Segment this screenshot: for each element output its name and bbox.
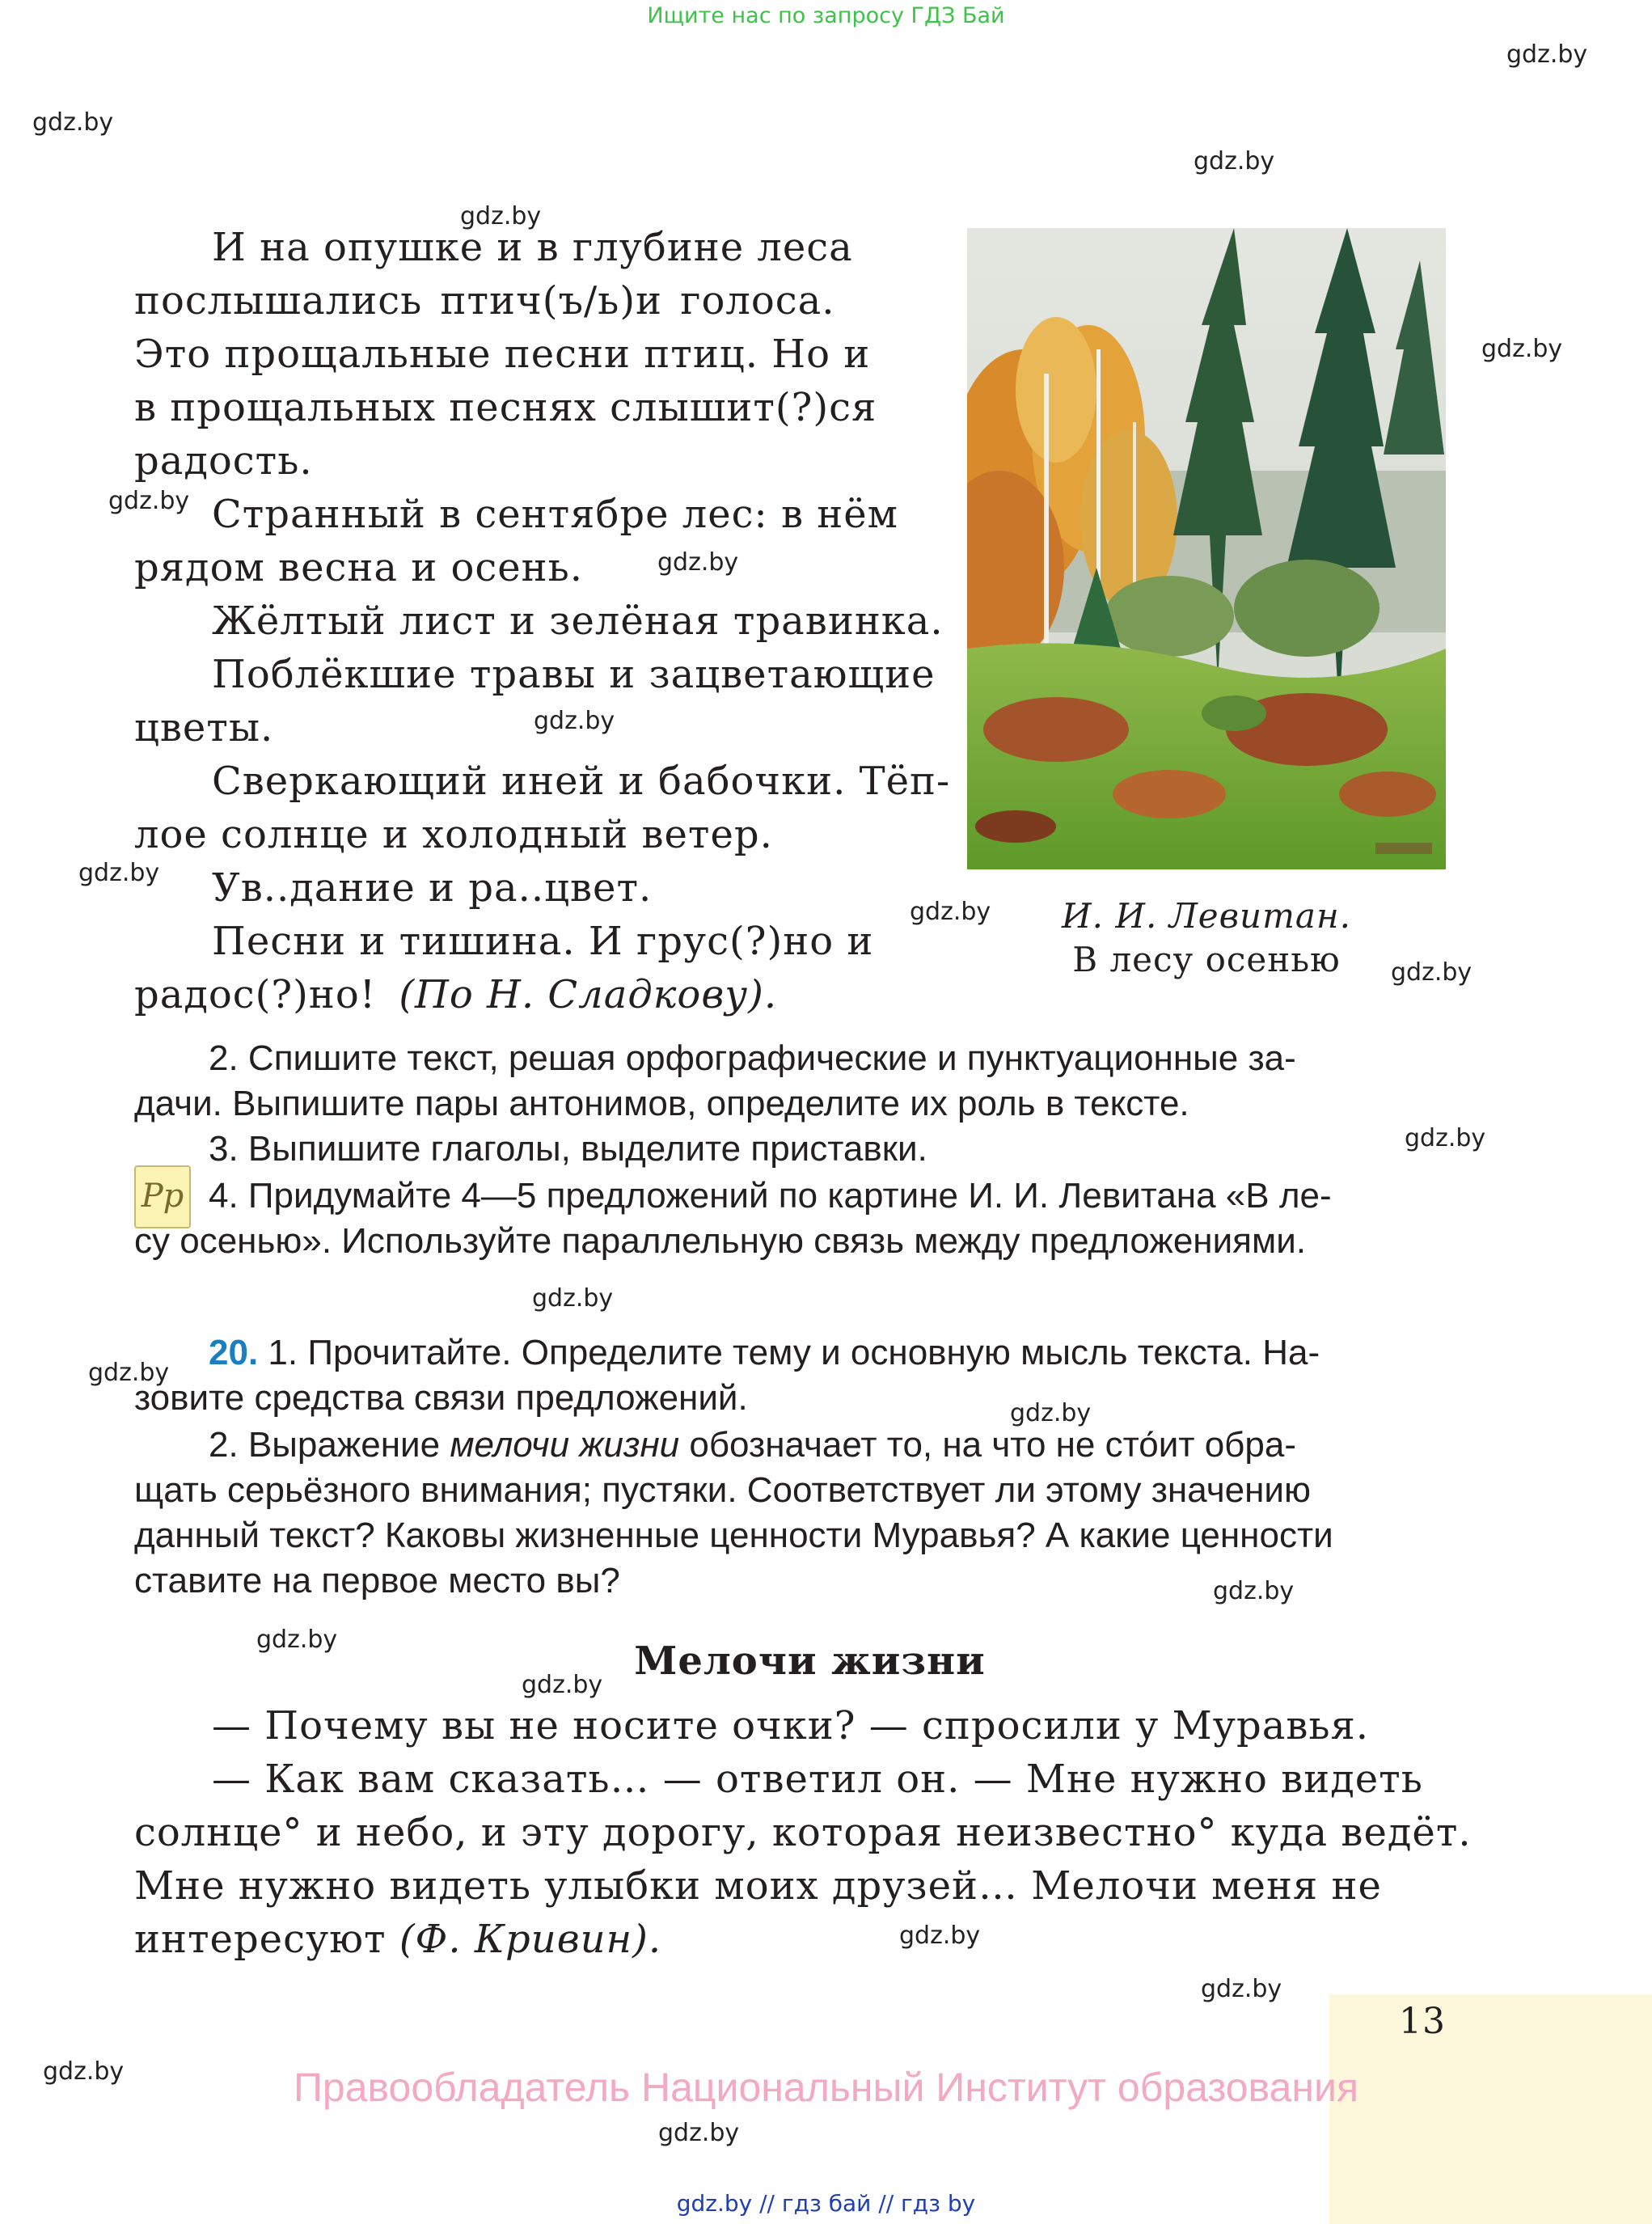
exercise-text: зовите средства связи предложений. [134, 1378, 748, 1418]
watermark: gdz.by [1201, 1975, 1282, 2003]
task-line: 4. Придумайте 4—5 предложений по картине И. И. Левитана «В ле- [209, 1176, 1332, 1216]
poem-line: Жёлтый лист и зелёная травинка. [212, 598, 944, 644]
page-number: 13 [1399, 2001, 1446, 2042]
exercise-text: щать серьёзного внимания; пустяки. Соответствует ли этому значению [134, 1470, 1311, 1510]
watermark: gdz.by [1506, 40, 1588, 69]
poem-line-last [134, 972, 777, 1017]
poem-line: рядом весна и осень. [134, 545, 584, 590]
painting-caption-title: В лесу осенью [1072, 940, 1341, 979]
story-line: — Почему вы не носите очки? — спросили у Муравья. [212, 1703, 1370, 1748]
watermark: gdz.by [1213, 1577, 1295, 1605]
poem-line: радос(?)но! [134, 972, 377, 1017]
watermark: gdz.by [32, 108, 114, 137]
watermark: gdz.by [460, 202, 542, 230]
poem-line: Поблёкшие травы и зацветающие [212, 652, 936, 697]
exercise-number: 20. [209, 1333, 259, 1372]
speech-development-icon: Рр [134, 1165, 191, 1228]
poem-line: цветы. [134, 705, 274, 750]
exercise-text: данный текст? Каковы жизненные ценности Муравья? А какие ценности [134, 1516, 1333, 1555]
story-line: солнце° и небо, и эту дорогу, которая неизвестно° куда ведёт. [134, 1810, 1472, 1855]
task-line: 3. Выпишите глаголы, выделите приставки. [209, 1129, 927, 1169]
watermark: gdz.by [78, 859, 160, 887]
watermark: gdz.by [43, 2057, 125, 2086]
poem-line: послышались птич(ъ/ь)и голоса. [134, 278, 835, 323]
watermark: gdz.by [1010, 1399, 1092, 1427]
story-line: интересуют [134, 1917, 399, 1962]
exercise-text: 1. Прочитайте. Определите тему и основную мысль текста. На- [268, 1333, 1320, 1372]
exercise-text: обозначает то, на что не сто́ит обра- [679, 1425, 1296, 1465]
exercise-text: ставите на первое место вы? [134, 1561, 620, 1600]
watermark: gdz.by [88, 1359, 170, 1387]
watermark: gdz.by [1405, 1124, 1486, 1152]
task-line: дачи. Выпишите пары антонимов, определите их роль в тексте. [134, 1084, 1189, 1123]
copyright-notice: Правообладатель Национальный Институт образования [293, 2065, 1359, 2110]
poem-line: Ув..дание и ра..цвет. [212, 865, 653, 911]
story-line: — Как вам сказать… — ответил он. — Мне нужно видеть [212, 1757, 1423, 1802]
watermark: gdz.by [108, 487, 190, 515]
poem-line: И на опушке и в глубине леса [212, 225, 853, 270]
task-line: су осенью». Используйте параллельную связь между предложениями. [134, 1221, 1307, 1261]
watermark: gdz.by [657, 548, 739, 577]
bottom-links[interactable]: gdz.by // гдз бай // гдз by [676, 2190, 976, 2217]
poem-line: Сверкающий иней и бабочки. Тёп- [212, 759, 951, 804]
watermark: gdz.by [658, 2119, 740, 2147]
painting-caption-author: И. И. Левитан. [1062, 896, 1351, 936]
poem-line: лое солнце и холодный ветер. [134, 812, 773, 857]
story-title-wrap [0, 1638, 1652, 1684]
top-banner[interactable]: Ищите нас по запросу ГДЗ Бай [647, 3, 1005, 28]
painting-levitan-forest [967, 228, 1446, 869]
watermark: gdz.by [534, 707, 615, 735]
poem-line: в прощальных песнях слышит(?)ся [134, 385, 877, 430]
exercise-20-line1 [209, 1333, 1320, 1373]
watermark: gdz.by [1391, 958, 1472, 987]
story-line: Мне нужно видеть улыбки моих друзей… Мелочи меня не [134, 1863, 1382, 1909]
watermark: gdz.by [532, 1284, 614, 1313]
watermark: gdz.by [910, 898, 991, 926]
watermark: gdz.by [522, 1671, 603, 1699]
story-line-last [134, 1917, 661, 1962]
story-attribution: (Ф. Кривин). [399, 1917, 662, 1962]
task-line: 2. Спишите текст, решая орфографические и пунктуационные за- [209, 1038, 1296, 1078]
story-title: Мелочи жизни [634, 1638, 986, 1684]
poem-line: Странный в сентябре лес: в нём [212, 492, 898, 537]
watermark: gdz.by [256, 1626, 338, 1654]
exercise-20-line3 [209, 1425, 1296, 1465]
poem-line: радость. [134, 438, 313, 484]
exercise-emphasis: мелочи жизни [450, 1425, 680, 1465]
watermark: gdz.by [899, 1922, 981, 1950]
poem-attribution: (По Н. Сладкову). [399, 972, 778, 1017]
watermark: gdz.by [1194, 147, 1275, 175]
poem-line: Песни и тишина. И грус(?)но и [212, 919, 874, 964]
exercise-text: 2. Выражение [209, 1425, 450, 1465]
poem-line: Это прощальные песни птиц. Но и [134, 332, 871, 377]
watermark: gdz.by [1481, 335, 1563, 363]
